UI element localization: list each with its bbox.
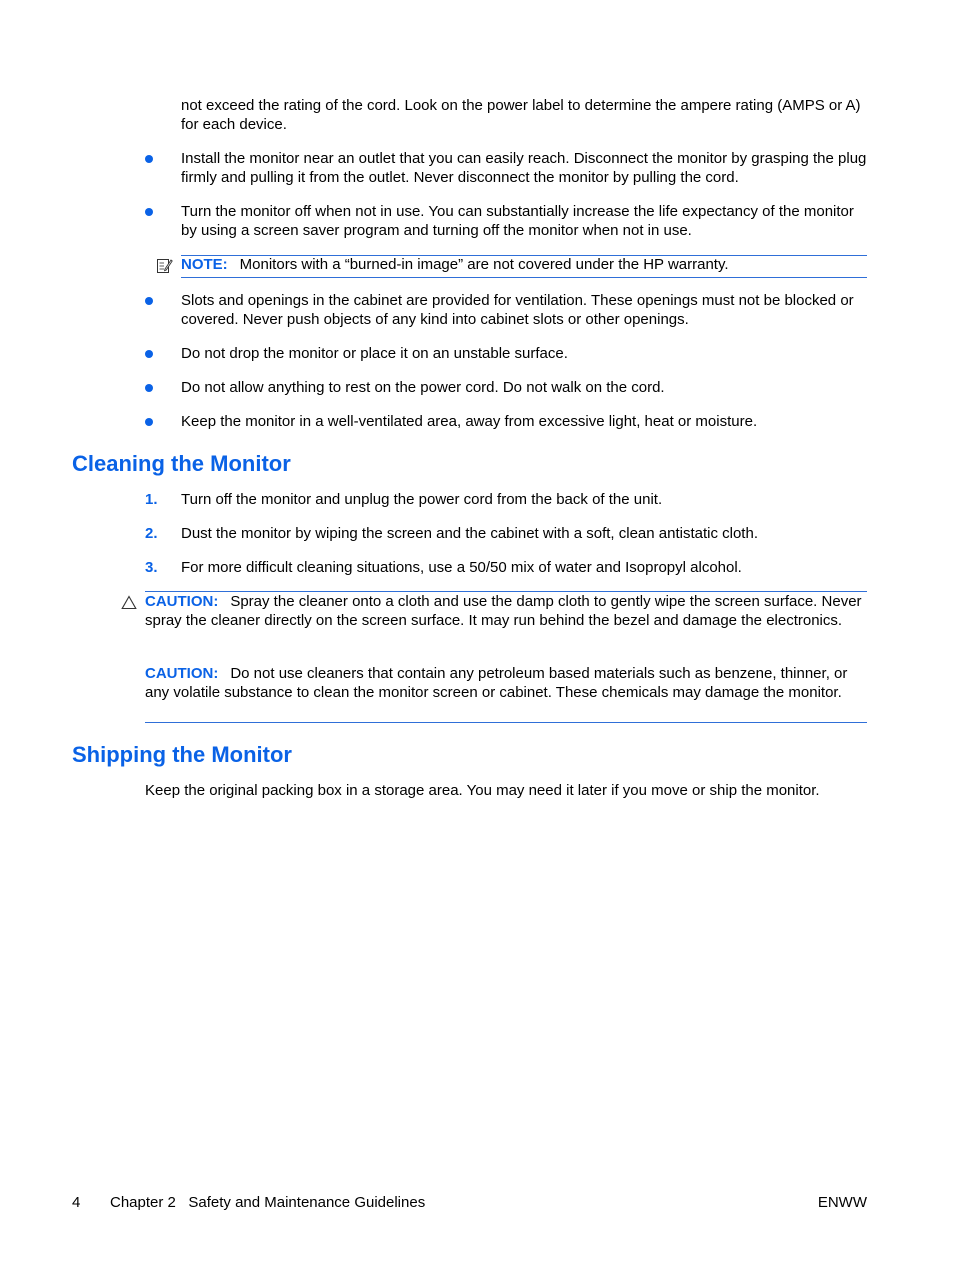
step-number: 1. bbox=[145, 491, 158, 508]
note bbox=[181, 255, 871, 274]
bullet-icon bbox=[145, 155, 153, 163]
bullet-icon bbox=[145, 208, 153, 216]
intro-continuation: not exceed the rating of the cord. Look on the power label to determine the ampere rating (AMPS or A) for each device. bbox=[181, 97, 861, 133]
caution bbox=[145, 592, 871, 630]
cleaning-heading: Cleaning the Monitor bbox=[72, 451, 291, 476]
caution-text: Spray the cleaner onto a cloth and use the damp cloth to gently wipe the screen surface. Never spray the cleaner directly on the screen surface. It may run behind the bezel and damage the electronics. bbox=[145, 593, 862, 629]
bullet-icon bbox=[145, 384, 153, 392]
step-number: 2. bbox=[145, 525, 158, 542]
caution-label: CAUTION: bbox=[145, 593, 219, 610]
shipping-text: Keep the original packing box in a storage area. You may need it later if you move or ship the monitor. bbox=[145, 782, 820, 799]
shipping-heading: Shipping the Monitor bbox=[72, 742, 292, 767]
page-number: 4 bbox=[72, 1194, 81, 1211]
step-text: Dust the monitor by wiping the screen and the cabinet with a soft, clean antistatic cloth. bbox=[181, 525, 758, 542]
footer-chapter: Chapter 2 Safety and Maintenance Guidelines bbox=[110, 1194, 426, 1211]
caution-label: CAUTION: bbox=[145, 665, 219, 682]
caution bbox=[145, 664, 871, 702]
step-number: 3. bbox=[145, 559, 158, 576]
list-item: Keep the monitor in a well-ventilated area, away from excessive light, heat or moisture. bbox=[181, 413, 758, 430]
bullet-icon bbox=[145, 350, 153, 358]
caution-text: Do not use cleaners that contain any petroleum based materials such as benzene, thinner, or any volatile substance to clean the monitor screen or cabinet. These chemicals may damage the monitor. bbox=[145, 665, 848, 701]
caution-icon bbox=[121, 595, 137, 610]
footer-right: ENWW bbox=[817, 1194, 867, 1211]
caution-bottom-rule bbox=[145, 722, 867, 723]
list-item: Do not drop the monitor or place it on an unstable surface. bbox=[181, 345, 568, 362]
note-label: NOTE: bbox=[181, 256, 228, 273]
note-text: Monitors with a “burned-in image” are not covered under the HP warranty. bbox=[239, 256, 729, 273]
bullet-icon bbox=[145, 297, 153, 305]
step-text: For more difficult cleaning situations, use a 50/50 mix of water and Isopropyl alcohol. bbox=[181, 559, 742, 576]
list-item: Turn the monitor off when not in use. You can substantially increase the life expectancy of the monitor by using a screen saver program and turning off the monitor when not in use. bbox=[181, 203, 854, 239]
list-item: Install the monitor near an outlet that you can easily reach. Disconnect the monitor by grasping the plug firmly and pulling it from the outlet. Never disconnect the monitor by pulling the cord. bbox=[181, 150, 867, 186]
list-item: Do not allow anything to rest on the power cord. Do not walk on the cord. bbox=[181, 379, 665, 396]
list-item: Slots and openings in the cabinet are provided for ventilation. These openings must not be blocked or covered. Never push objects of any kind into cabinet slots or other openings. bbox=[181, 292, 854, 328]
step-text: Turn off the monitor and unplug the power cord from the back of the unit. bbox=[181, 491, 663, 508]
bullet-icon bbox=[145, 418, 153, 426]
note-icon bbox=[156, 257, 173, 274]
note-bottom-rule bbox=[181, 277, 867, 278]
